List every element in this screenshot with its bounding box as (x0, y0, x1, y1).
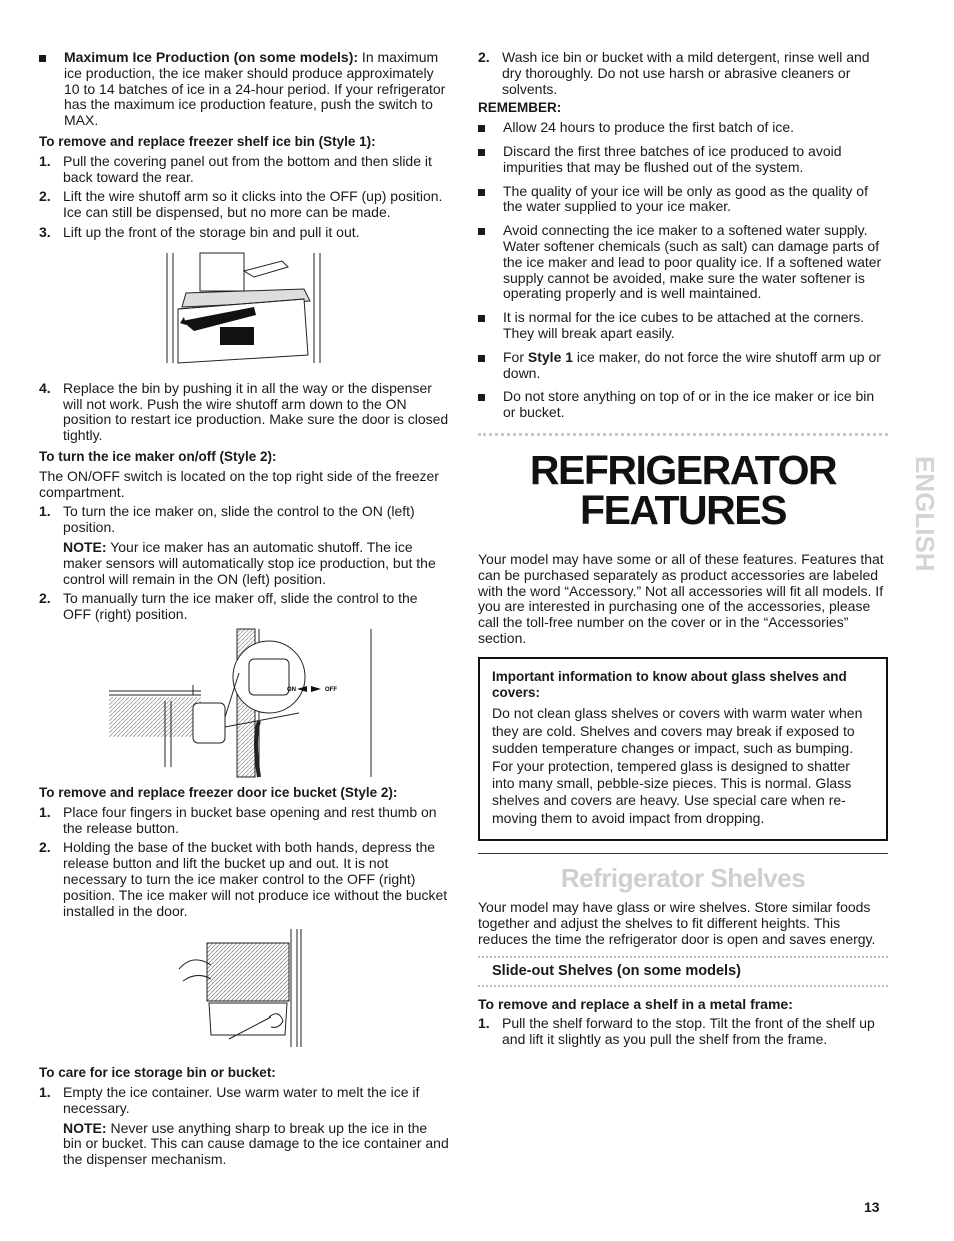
step-text: Lift up the front of the storage bin and pull it out. (63, 223, 360, 240)
language-tab-text: ENGLISH (910, 456, 940, 572)
step-text: To turn the ice maker on, slide the control to the ON (left) position. (63, 503, 415, 536)
step-number: 1. (478, 1015, 490, 1032)
metal-frame-step-1 (478, 1016, 888, 1048)
style1-pre: For (503, 348, 528, 365)
right-column (478, 50, 888, 1048)
off-label: OFF (325, 686, 337, 693)
onoff-switch-illustration (109, 629, 379, 779)
remember-item-3: The quality of your ice will be only as good as the quality of the water supplied to your ice maker. (478, 184, 888, 216)
step-number: 1. (39, 503, 51, 520)
left-column (39, 50, 449, 1168)
max-ice-text: In maximum ice production, the ice maker should produce approximately 10 to 14 batches of ice in a 24-hour period. If your refrigerator has the maximum ice production feature, push the switch to MAX. (64, 49, 446, 129)
shelves-intro: Your model may have glass or wire shelves. Store similar foods together and adjust the shelves to fit different heights. This reduces the time the refrigerator door is open and saves energy. (478, 899, 876, 947)
care-step-1 (39, 1085, 449, 1117)
ice-bin-illustration (164, 251, 324, 369)
remember-item-5: It is normal for the ice cubes to be attached at the corners. They will break apart easily. (478, 310, 888, 342)
care-step-2 (478, 50, 888, 97)
door-bucket-step-1 (39, 805, 449, 837)
shelf-bin-step-2 (39, 189, 449, 221)
onoff-step-2 (39, 591, 449, 623)
step-text: Pull the shelf forward to the stop. Tilt the front of the shelf up and lift it slightly as you pull the shelf from the frame. (502, 1015, 875, 1047)
on-label: ON (287, 686, 296, 693)
shelf-bin-step-1 (39, 154, 449, 186)
onoff-step-1 (39, 504, 449, 536)
step-number: 2. (478, 49, 490, 65)
step-text: To manually turn the ice maker off, slide the control to the OFF (right) position. (63, 590, 418, 623)
style1-post: ice maker, do not force the wire shutoff arm up or down. (503, 348, 881, 381)
step-text: Empty the ice container. Use warm water to melt the ice if necessary. (63, 1084, 420, 1116)
remember-item-4: Avoid connecting the ice maker to a softened water supply. Water softener chemicals (such as salt) can damage parts of the ice maker and lead to poor quality ice. If a softened water supply cannot be avoided, make sure the water softener is operating properly and is well maintained. (478, 223, 888, 302)
step-number: 1. (39, 803, 51, 820)
onoff-note (39, 540, 449, 587)
note-text: Never use anything sharp to break up the ice in the bin or bucket. This can cause damage to the ice container and the dispenser mechanism. (63, 1119, 449, 1168)
style1-bold: Style 1 (527, 348, 574, 365)
shelves-section-title: Refrigerator Shelves (560, 863, 806, 894)
step-text: Place four fingers in bucket base opening and rest thumb on the release button. (63, 803, 437, 836)
language-side-tab (900, 452, 940, 622)
note-text: Your ice maker has an automatic shutoff. The ice maker sensors will automatically stop ice production, but the control will remain in the ON (left) position. (63, 538, 436, 587)
metal-frame-heading: To remove and replace a shelf in a metal frame: (478, 996, 793, 1013)
max-ice-bullet (39, 50, 449, 129)
glass-shelves-notice (478, 657, 888, 841)
step-number: 2. (39, 839, 51, 856)
features-title-line-2: FEATURES (580, 486, 786, 533)
step-text: Pull the covering panel out from the bottom and then slide it back toward the rear. (63, 152, 432, 185)
note-label: NOTE: (63, 538, 107, 555)
note-label: NOTE: (63, 1119, 107, 1136)
shelf-bin-step-4 (39, 381, 449, 444)
step-number: 1. (39, 1084, 51, 1101)
glass-notice-title: Important information to know about glass shelves and covers: (492, 668, 847, 700)
onoff-intro: The ON/OFF switch is located on the top right side of the freezer compartment. (39, 467, 439, 500)
remember-heading: REMEMBER: (478, 100, 562, 116)
step-text: Holding the base of the bucket with both hands, depress the release button and lift the bucket up and out. It is not necessary to turn the ice maker control to the OFF (right) position. The ice maker will not produce ice without the bucket installed in the door. (63, 839, 448, 919)
remember-item-style1 (478, 350, 888, 382)
section-divider (478, 433, 888, 436)
door-bucket-heading: To remove and replace freezer door ice bucket (Style 2): (39, 784, 398, 800)
remember-item-2: Discard the first three batches of ice produced to avoid impurities that may be flushed out of the system. (478, 144, 888, 176)
features-intro: Your model may have some or all of these features. Features that can be purchased separately as product accessories are labeled with the word “Accessory.” Not all accessories will fit all models. If you are interested in purchasing one of the accessories, please call the toll-free number on the cover or in the “Accessories” section. (478, 550, 884, 646)
remember-item-1: Allow 24 hours to produce the first batch of ice. (478, 120, 888, 136)
glass-notice-text: Do not clean glass shelves or covers with warm water when they are cold. Shelves and covers may break if exposed to sudden temperature changes or impact, such as bumping. For your protection, tempered glass is designed to shatter into many small, pebble-size pieces. This is normal. Glass shelves and covers are heavy. Use special care when re-moving them to avoid impact from dropping. (492, 705, 863, 826)
care-heading: To care for ice storage bin or bucket: (39, 1065, 276, 1081)
door-bucket-illustration (179, 929, 309, 1047)
care-note (39, 1121, 449, 1168)
shelf-bin-heading: To remove and replace freezer shelf ice bin (Style 1): (39, 133, 376, 149)
shelves-divider (478, 853, 888, 854)
features-title-line-1: REFRIGERATOR (529, 446, 837, 493)
max-ice-label: Maximum Ice Production (on some models): (64, 49, 359, 65)
door-bucket-step-2 (39, 840, 449, 919)
remember-item-last: Do not store anything on top of or in the ice maker or ice bin or bucket. (478, 389, 888, 421)
step-text: Replace the bin by pushing it in all the way or the dispenser will not work. Push the wire shutoff arm down to the ON position to restart ice production. Make sure the door is closed tightly. (63, 379, 449, 444)
step-number: 2. (39, 188, 51, 205)
step-text: Lift the wire shutoff arm so it clicks into the OFF (up) position. Ice can still be dispensed, but no more can be made. (63, 188, 443, 221)
step-text: Wash ice bin or bucket with a mild detergent, rinse well and dry thoroughly. Do not use harsh or abrasive cleaners or solvents. (502, 49, 870, 97)
step-number: 4. (39, 379, 51, 396)
step-number: 1. (39, 152, 51, 169)
slide-out-shelves-title: Slide-out Shelves (on some models) (478, 956, 888, 988)
step-number: 2. (39, 590, 51, 607)
onoff-heading: To turn the ice maker on/off (Style 2): (39, 448, 277, 464)
step-number: 3. (39, 223, 51, 240)
page-number: 13 (864, 1199, 880, 1215)
shelf-bin-step-3 (39, 225, 449, 241)
